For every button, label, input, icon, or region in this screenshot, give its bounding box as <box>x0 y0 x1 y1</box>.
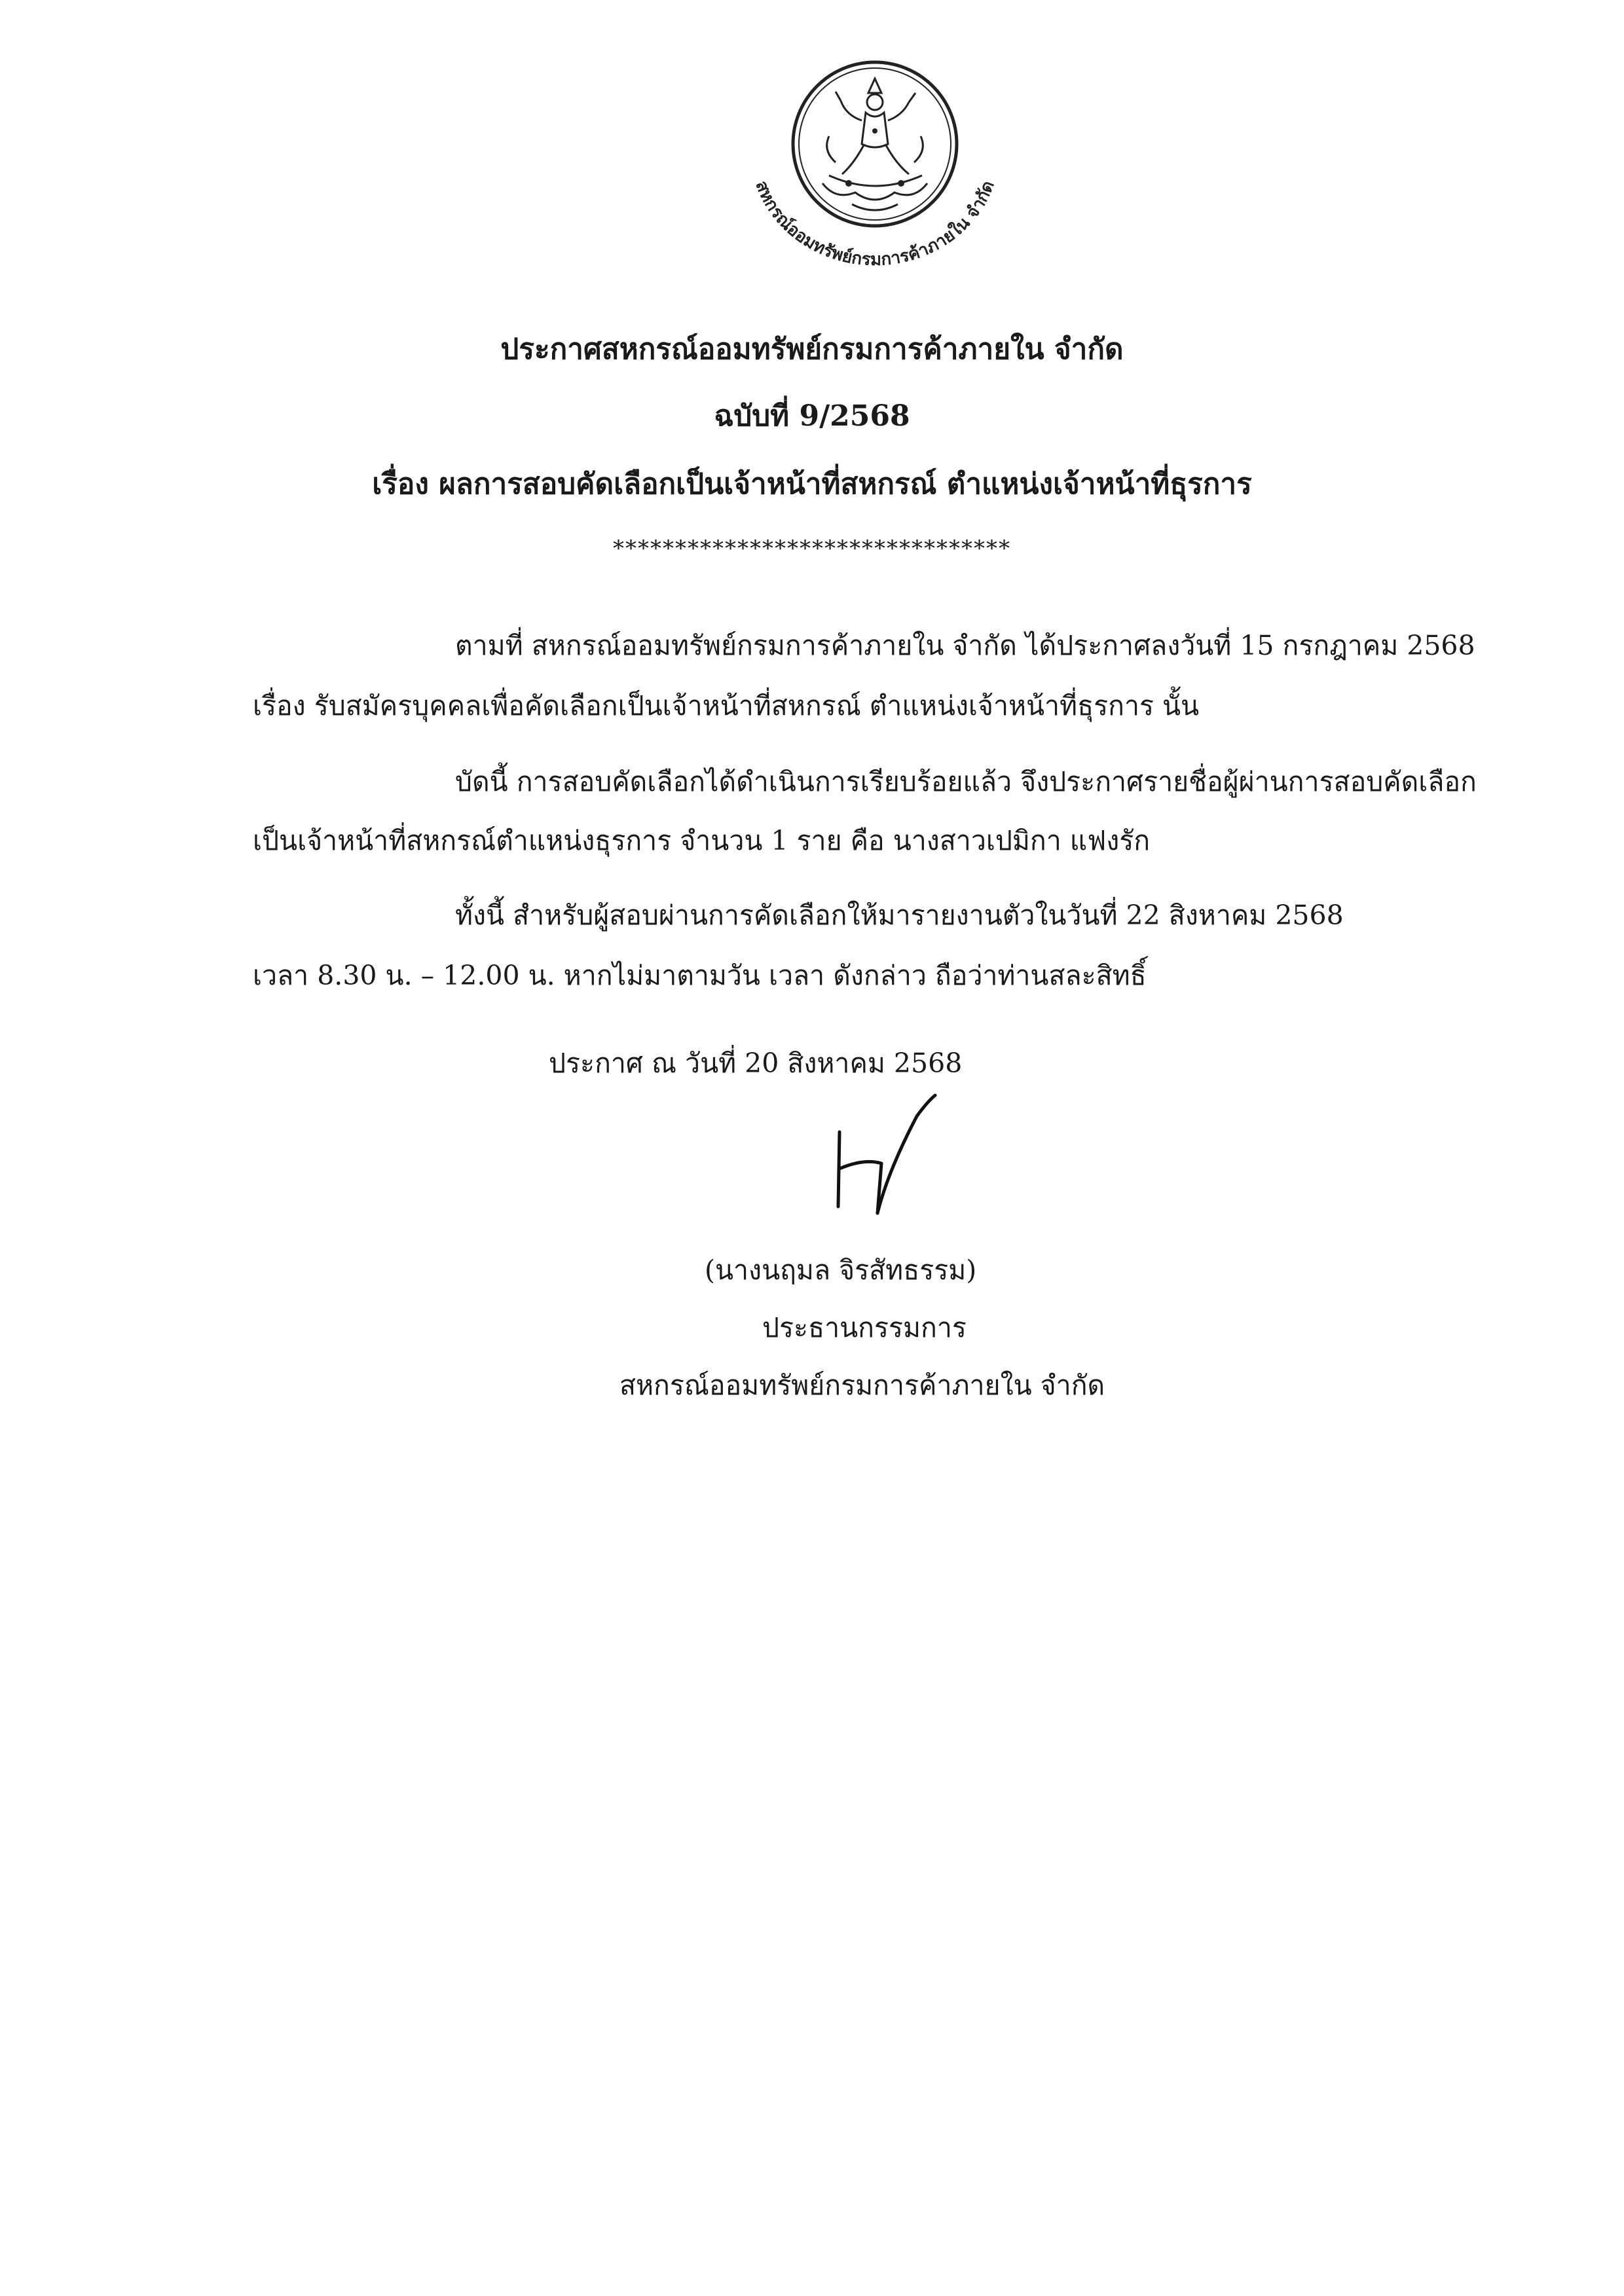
paragraph-2-line-2: เป็นเจ้าหน้าที่สหกรณ์ตำแหน่งธุรการ จำนวน 1 ราย คือ นางสาวเปมิกา แฟงรัก <box>253 825 1151 856</box>
signatory-name: (นางนฤมล จิรสัทธรรม) <box>705 1254 977 1286</box>
paragraph-1-line-1: ตามที่ สหกรณ์ออมทรัพย์กรมการค้าภายใน จำกัด ได้ประกาศลงวันที่ 15 กรกฎาคม 2568 <box>455 630 1475 661</box>
seal-emblem-icon <box>731 52 1019 288</box>
announcement-number: ฉบับที่ 9/2568 <box>714 399 910 433</box>
announcement-date: ประกาศ ณ วันที่ 20 สิงหาคม 2568 <box>549 1048 963 1079</box>
paragraph-3-line-1: ทั้งนี้ สำหรับผู้สอบผ่านการคัดเลือกให้มารายงานตัวในวันที่ 22 สิงหาคม 2568 <box>455 900 1344 931</box>
signatory-organization: สหกรณ์ออมทรัพย์กรมการค้าภายใน จำกัด <box>619 1370 1105 1401</box>
signatory-position: ประธานกรรมการ <box>762 1312 967 1343</box>
paragraph-2-line-1: บัดนี้ การสอบคัดเลือกได้ดำเนินการเรียบร้อยแล้ว จึงประกาศรายชื่อผู้ผ่านการสอบคัดเลือก <box>455 766 1477 797</box>
paragraph-1-line-2: เรื่อง รับสมัครบุคคลเพื่อคัดเลือกเป็นเจ้าหน้าที่สหกรณ์ ตำแหน่งเจ้าหน้าที่ธุรการ นั้น <box>253 690 1200 721</box>
announcement-title: ประกาศสหกรณ์ออมทรัพย์กรมการค้าภายใน จำกัด <box>500 333 1124 366</box>
paragraph-3-line-2: เวลา 8.30 น. – 12.00 น. หากไม่มาตามวัน เวลา ดังกล่าว ถือว่าท่านสละสิทธิ์ <box>253 960 1147 991</box>
header-divider: ******************************** <box>613 536 1011 562</box>
announcement-subject: เรื่อง ผลการสอบคัดเลือกเป็นเจ้าหน้าที่สหกรณ์ ตำแหน่งเจ้าหน้าที่ธุรการ <box>372 467 1252 501</box>
signature-icon <box>825 1090 956 1228</box>
seal-text: สหกรณ์ออมทรัพย์กรมการค้าภายใน จำกัด <box>751 178 999 270</box>
svg-text:สหกรณ์ออมทรัพย์กรมการค้าภายใน <box>751 178 998 270</box>
